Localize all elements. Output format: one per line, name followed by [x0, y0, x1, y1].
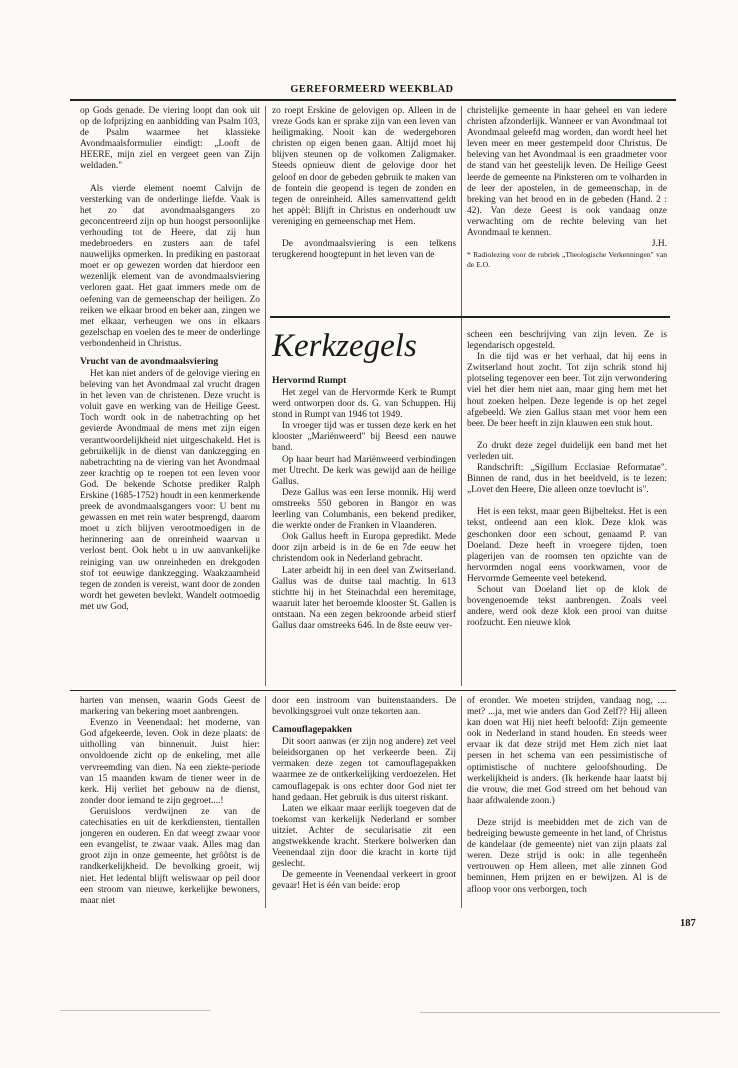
- paragraph: Het is een tekst, maar geen Bijbeltekst. Het is een tekst, ontleend aan een klok. Deze klok was geschonken door een schout, genaamd P. van Doeland. Deze heeft in vroegere tijden, toen plagerijen van de roomsen ten opzichte van de hervormden nogal eens voorkwamen, voor de Hervormde Gemeente veel betekend.: [467, 507, 667, 584]
- paragraph: op Gods genade. De viering loopt dan ook uit op de lofprijzing en aanbidding van Psalm 103, de Psalm waarmee het klassieke Avondmaalsformulier eindigt: „Looft de HEERE, mijn ziel en vergeet geen van Zijn weldaden.": [80, 106, 260, 172]
- paragraph: Het kan niet anders of de gelovige viering en beleving van het Avondmaal zal vrucht dragen in het leven van de christenen. Deze vrucht is voluit gave en werking van de Heilige Geest. Toch wordt ook in de nabetrachting op het gevierde Avondmaal de mens met zijn eigen verantwoordelijkheid niet uitgeschakeld. Het is gebruikelijk in de dienst van dankzegging en nabetrachting na de viering van het Avondmaal zeer krachtig op te roepen tot een leven voor God. De bekende Schotse prediker Ralph Erskine (1685-1752) houdt in een kenmerkende preek de avondmaalsgangers voor: U bent nu gewassen en met rein water besprengd, daarom moet u zich blijven verootmoedigen in de herinnering aan de onreinheid waarvan u verlost bent. Ook hebt u in uw aanvankelijke reiniging van uw onreinheden en drekgoden stof tot eeuwige dankzegging. Waakzaamheid tegen de zonden is vereist, want door de zonden wordt het geweten bevlekt. Wandelt ootmoedig met uw God,: [80, 368, 260, 612]
- column-divider: [265, 696, 266, 908]
- paragraph: Dit soort aanwas (er zijn nog andere) zet veel beleidsorganen op het verkeerde been. Zij vermaken deze zegen tot camouflagepakken waarmee ze de ontkerkelijking verdoezelen. Het camouflagepak is ons echter door God niet ter hand gedaan. Het gebruik is dus uiterst riskant.: [272, 737, 456, 803]
- section-heading: Hervormd Rumpt: [272, 375, 347, 386]
- paragraph: Schout van Doeland liet op de klok de bovengenoemde tekst aanbrengen. Zoals veel andere, werd ook deze klok een prooi van duitse roofzucht. Een nieuwe klok: [467, 584, 667, 629]
- paragraph: Deze Gallus was een Ierse monnik. Hij werd omstreeks 550 geboren in Bangor en was leerling van Columbanis, een bekend prediker, die werkte onder de Franken in Vlaanderen.: [272, 487, 456, 532]
- paragraph: Ook Gallus heeft in Europa gepredikt. Mede door zijn arbeid is in de 6e en 7de eeuw het christendom ook in Nederland gebracht.: [272, 532, 456, 565]
- paragraph: In vroeger tijd was er tussen deze kerk en het klooster „Mariënweerd" bij Beesd een nauwe band.: [272, 421, 456, 454]
- kerkzegels-top-rule: [270, 316, 670, 318]
- kerkzegels-column-3: [467, 330, 667, 688]
- paragraph: Randschrift: „Sigillum Ecclasiae Reformatae". Binnen de rand, dus in het beeldveld, is te lezen: „Lovet den Heere, Die alleen onze toevlucht is".: [467, 463, 667, 496]
- column-divider: [461, 696, 462, 908]
- top-column-3: [467, 106, 667, 312]
- scan-artifact: [60, 1010, 210, 1011]
- section-heading: Vrucht van de avondmaalsviering: [80, 355, 219, 367]
- paragraph: De avondmaalsviering is een telkens terugkerend hoogtepunt in het leven van de: [272, 239, 456, 261]
- section-divider: [70, 690, 676, 691]
- paragraph: Deze strijd is meebidden met de zich van de bedreiging bewuste gemeente in het land, of Christus de kandelaar (de gemeente) niet van zijn plaats zal weren. Deze strijd is ook: in alle tegenheên vertrouwen op Hem alleen, met alle zinnen God beminnen, Hem prijzen en er bewijzen. Al is de afloop voor ons verborgen, toch: [467, 817, 667, 895]
- paragraph: scheen een beschrijving van zijn leven. Ze is legendarisch opgesteld.: [467, 330, 667, 352]
- kerkzegels-title: Kerkzegels: [272, 328, 417, 364]
- bottom-column-1: [80, 696, 260, 908]
- paragraph: of eronder. We moeten strijden, vandaag nog, .... met? ...ja, met wie anders dan God Zelf?? Hij alleen kan doen wat Hij niet heeft beloofd: Zijn gemeente ook in Nederland in stand houden. En steeds weer ervaar ik dat deze strijd met Hem zich niet laat persen in het schema van een pessimistische of optimistische of nuchtere geloofshouding. De werkelijkheid is anders. (Ik herkende haar laatst bij die vrouw, die met God streed om het behoud van haar afdwalende zoon.): [467, 696, 667, 806]
- page-number: 187: [680, 918, 696, 929]
- signature: J.H.: [651, 239, 667, 250]
- top-column-2: [272, 106, 456, 304]
- paragraph: Laten we elkaar maar eerlijk toegeven dat de toekomst van kerkelijk Nederland er somber uitziet. Achter de secularisatie zit een angstwekkende kracht. Sterkere bolwerken dan Veenendaal zijn door die kracht in korte tijd geslecht.: [272, 803, 456, 870]
- paragraph: De gemeente in Veenendaal verkeert in groot gevaar! Het is één van beide: erop: [272, 870, 456, 892]
- running-header: GEREFORMEERD WEEKBLAD: [290, 84, 454, 95]
- paragraph: harten van mensen, waarin Gods Geest de markering van bekering moet aanbrengen.: [80, 696, 260, 718]
- paragraph: Als vierde element noemt Calvijn de versterking van de onderlinge liefde. Vaak is het zo dat avondmaalsgangers zo geconcentreerd zijn op hun hoogst persoonlijke verhouding tot de Heere, dat zij hun medebroeders en zusters aan de tafel nauwelijks opmerken. In prediking en pastoraat moet er op gewezen worden dat hierdoor een wezenlijk element van de avondmaalsviering verloren gaat. Het gaat immers mede om de oefening van de gemeenschap der heiligen. Zo reiken we elkaar brood en beker aan, zingen we met elkaar, verheugen we ons in elkaars gezelschap en voelen des te meer de onderlinge verbondenheid in Christus.: [80, 183, 260, 349]
- paragraph: door een instroom van buitenstaanders. De bevolkingsgroei vult onze tekorten aan.: [272, 696, 456, 718]
- paragraph: zo roept Erskine de gelovigen op. Alleen in de vreze Gods kan er sprake zijn van een leven van heiligmaking. Nooit kan de wedergeboren christen op eigen benen gaan. Altijd moet hij blijven steunen op de volkomen Zaligmaker. Steeds opnieuw dient de gelovige door het geloof en door de gebeden gebruik te maken van de fontein die geopend is tegen de zonden en tegen de onreinheid. Alles samenvattend geldt het appèl: Blijft in Christus en onderhoudt uw vereniging en gemeenschap met Hem.: [272, 106, 456, 227]
- paragraph: Geruisloos verdwijnen ze van de catechisaties en uit de kerkdiensten, tientallen jongeren en ouderen. En dat weegt zwaar voor een evangelist, te zwaar vaak. Alles mag dan groot zijn in onze gemeente, het grôôtst is de randkerkelijkheid. De bevolking groeit, wij niet. Het ledental blijft weliswaar op peil door een stroom van nieuwe, kerkelijke bewoners, maar niet: [80, 806, 260, 906]
- paragraph: Het zegel van de Hervormde Kerk te Rumpt werd ontworpen door ds. G. van Schuppen. Hij stond in Rumpt van 1946 tot 1949.: [272, 388, 456, 421]
- column-divider: [461, 106, 462, 686]
- top-column-1: [80, 106, 260, 692]
- section-heading: Camouflagepakken: [272, 724, 352, 736]
- paragraph: Op haar beurt had Mariënweerd verbindingen met Utrecht. De kerk was gewijd aan de heilige Gallus.: [272, 454, 456, 487]
- paragraph: Zo drukt deze zegel duidelijk een band met het verleden uit.: [467, 440, 667, 462]
- column-divider: [265, 106, 266, 686]
- paragraph: Evenzo in Veenendaal: het moderne, van God afgekeerde, leven. Ook in deze plaats: de uitholling van binnenuit. Juist hier: onvoldoende zicht op de enkeling, met alle vervreemding van dien. Na een ziekte-periode van 15 maanden kwam de tiener weer in de kerk. Hij verliet het gebouw na de dienst, zonder door iemand te zijn gegroet....!: [80, 718, 260, 806]
- footnote: * Radiolezing voor de rubriek „Theologische Verkenningen" van de E.O.: [467, 250, 667, 269]
- header-rule: [70, 99, 676, 101]
- paragraph: In die tijd was er het verhaal, dat hij eens in Zwitserland hout zocht. Tot zijn schrik stond hij plotseling tegenover een beer. Tot zijn verwondering viel het dier hem niet aan, maar ging hem met het hout zoeken helpen. Deze legende is op het zegel afgebeeld. We zien Gallus staan met voor hem een beer. De beer heeft in zijn klauwen een stuk hout.: [467, 352, 667, 429]
- paragraph: Later arbeidt hij in een deel van Zwitserland. Gallus was de duitse taal machtig. In 613 stichtte hij in het Steinachdal een heremitage, waaruit later het beroemde klooster St. Gallen is ontstaan. Na een zegen bekroonde arbeid stierf Gallus daar omstreeks 646. In de 8ste eeuw ver-: [272, 565, 456, 631]
- scan-artifact: [420, 1012, 720, 1013]
- bottom-column-2: [272, 696, 456, 908]
- bottom-column-3: [467, 696, 667, 908]
- paragraph: christelijke gemeente in haar geheel en van iedere christen afzonderlijk. Wanneer er van Avondmaal tot Avondmaal geleefd mag worden, dan wordt heel het leven meer en meer gestempeld door Christus. De beleving van het Avondmaal is een graadmeter voor de stand van het geestelijk leven. De Heilige Geest leerde de gemeente na Pinksteren om te volharden in de leer der apostelen, in de gemeenschap, in de breking van het brood en in de gebeden (Hand. 2 : 42). Van deze Geest is ook vandaag onze verwachting om de rechte beleving van het Avondmaal te kennen.: [467, 106, 667, 239]
- kerkzegels-column-2: [272, 369, 456, 687]
